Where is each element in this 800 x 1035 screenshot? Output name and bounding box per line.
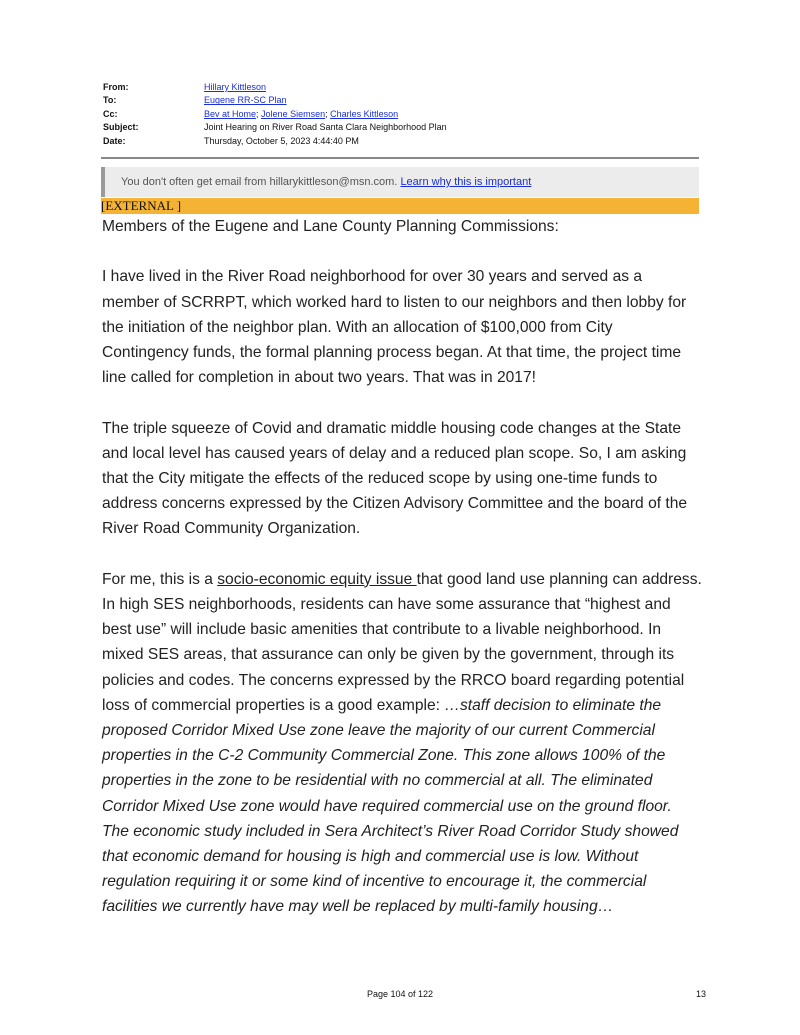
date-value: Thursday, October 5, 2023 4:44:40 PM	[204, 135, 359, 146]
subject-row	[103, 121, 699, 134]
subject-label: Subject:	[103, 122, 139, 133]
p3-text: that good land use planning can address. In high SES neighborhoods, residents can have some assurance that “highest and best use” will include basic amenities that contribute to a livable neighborhood. In mixed SES areas, that assurance can only be given by the government, through its policies and codes. The concerns expressed by the RRCO board regarding potential loss of commercial properties is a good example:	[102, 570, 702, 714]
header-divider	[101, 157, 699, 159]
paragraph-3	[102, 567, 702, 920]
page-indicator: Page 104 of 122	[366, 989, 434, 999]
p3-italic-quote: …staff decision to eliminate the proposed Corridor Mixed Use zone leave the majority of our current Commercial properties in the C-2 Community Commercial Zone. This zone allows 100% of the properties in the zone to be residential with no commercial at all. The eliminated Corridor Mixed Use zone would have required commercial use on the ground floor. The economic study included in Sera Architect’s River Road Corridor Study showed that economic demand for housing is high and commercial use is low. Without regulation requiring it or some kind of incentive to encourage it, the commercial facilities we currently have may well be replaced by multi-family housing…	[102, 696, 679, 916]
date-label: Date:	[103, 135, 126, 146]
cc-list	[204, 108, 398, 121]
sender-notice-banner	[101, 167, 699, 197]
to-row	[103, 94, 699, 107]
paragraph-2: The triple squeeze of Covid and dramatic middle housing code changes at the State and local level has caused years of delay and a reduced plan scope. So, I am asking that the City mitigate the effects of the reduced scope by using one-time funds to address concerns expressed by the Citizen Advisory Committee and the board of the River Road Community Organization.	[102, 419, 688, 538]
cc-link-charles[interactable]: Charles Kittleson	[330, 108, 399, 119]
greeting: Members of the Eugene and Lane County Planning Commissions:	[102, 218, 559, 235]
cc-separator: ;	[256, 108, 262, 119]
email-header	[103, 81, 699, 148]
email-body	[102, 214, 702, 920]
subject-value: Joint Hearing on River Road Santa Clara Neighborhood Plan	[204, 122, 447, 133]
date-row	[103, 135, 699, 148]
to-label: To:	[103, 95, 117, 106]
sender-notice-text: You don't often get email from hillarykittleson@msn.com.	[121, 176, 401, 188]
paragraph-1: I have lived in the River Road neighborhood for over 30 years and served as a member of SCRRPT, which worked hard to listen to our neighbors and then lobby for the initiation of the neighbor plan. With an allocation of $100,000 from City Contingency funds, the formal planning process began. At that time, the project time line called for completion in about two years. That was in 2017!	[102, 268, 687, 387]
from-label: From:	[103, 82, 129, 92]
cc-separator: ;	[325, 108, 331, 119]
page-number: 13	[696, 989, 707, 999]
external-tag: [EXTERNAL ]	[101, 198, 699, 214]
cc-link-jolene[interactable]: Jolene Siemsen	[261, 108, 326, 119]
cc-row	[103, 108, 699, 121]
cc-label: Cc:	[103, 108, 118, 119]
to-link[interactable]: Eugene RR-SC Plan	[204, 95, 287, 106]
cc-link-bev[interactable]: Bev at Home	[204, 108, 257, 119]
p3-intro: For me, this is a	[102, 570, 218, 588]
from-row	[103, 81, 699, 94]
p3-underlined-phrase: socio-economic equity issue	[217, 570, 417, 588]
from-link[interactable]: Hillary Kittleson	[204, 82, 267, 92]
learn-why-link[interactable]: Learn why this is important	[400, 176, 532, 188]
